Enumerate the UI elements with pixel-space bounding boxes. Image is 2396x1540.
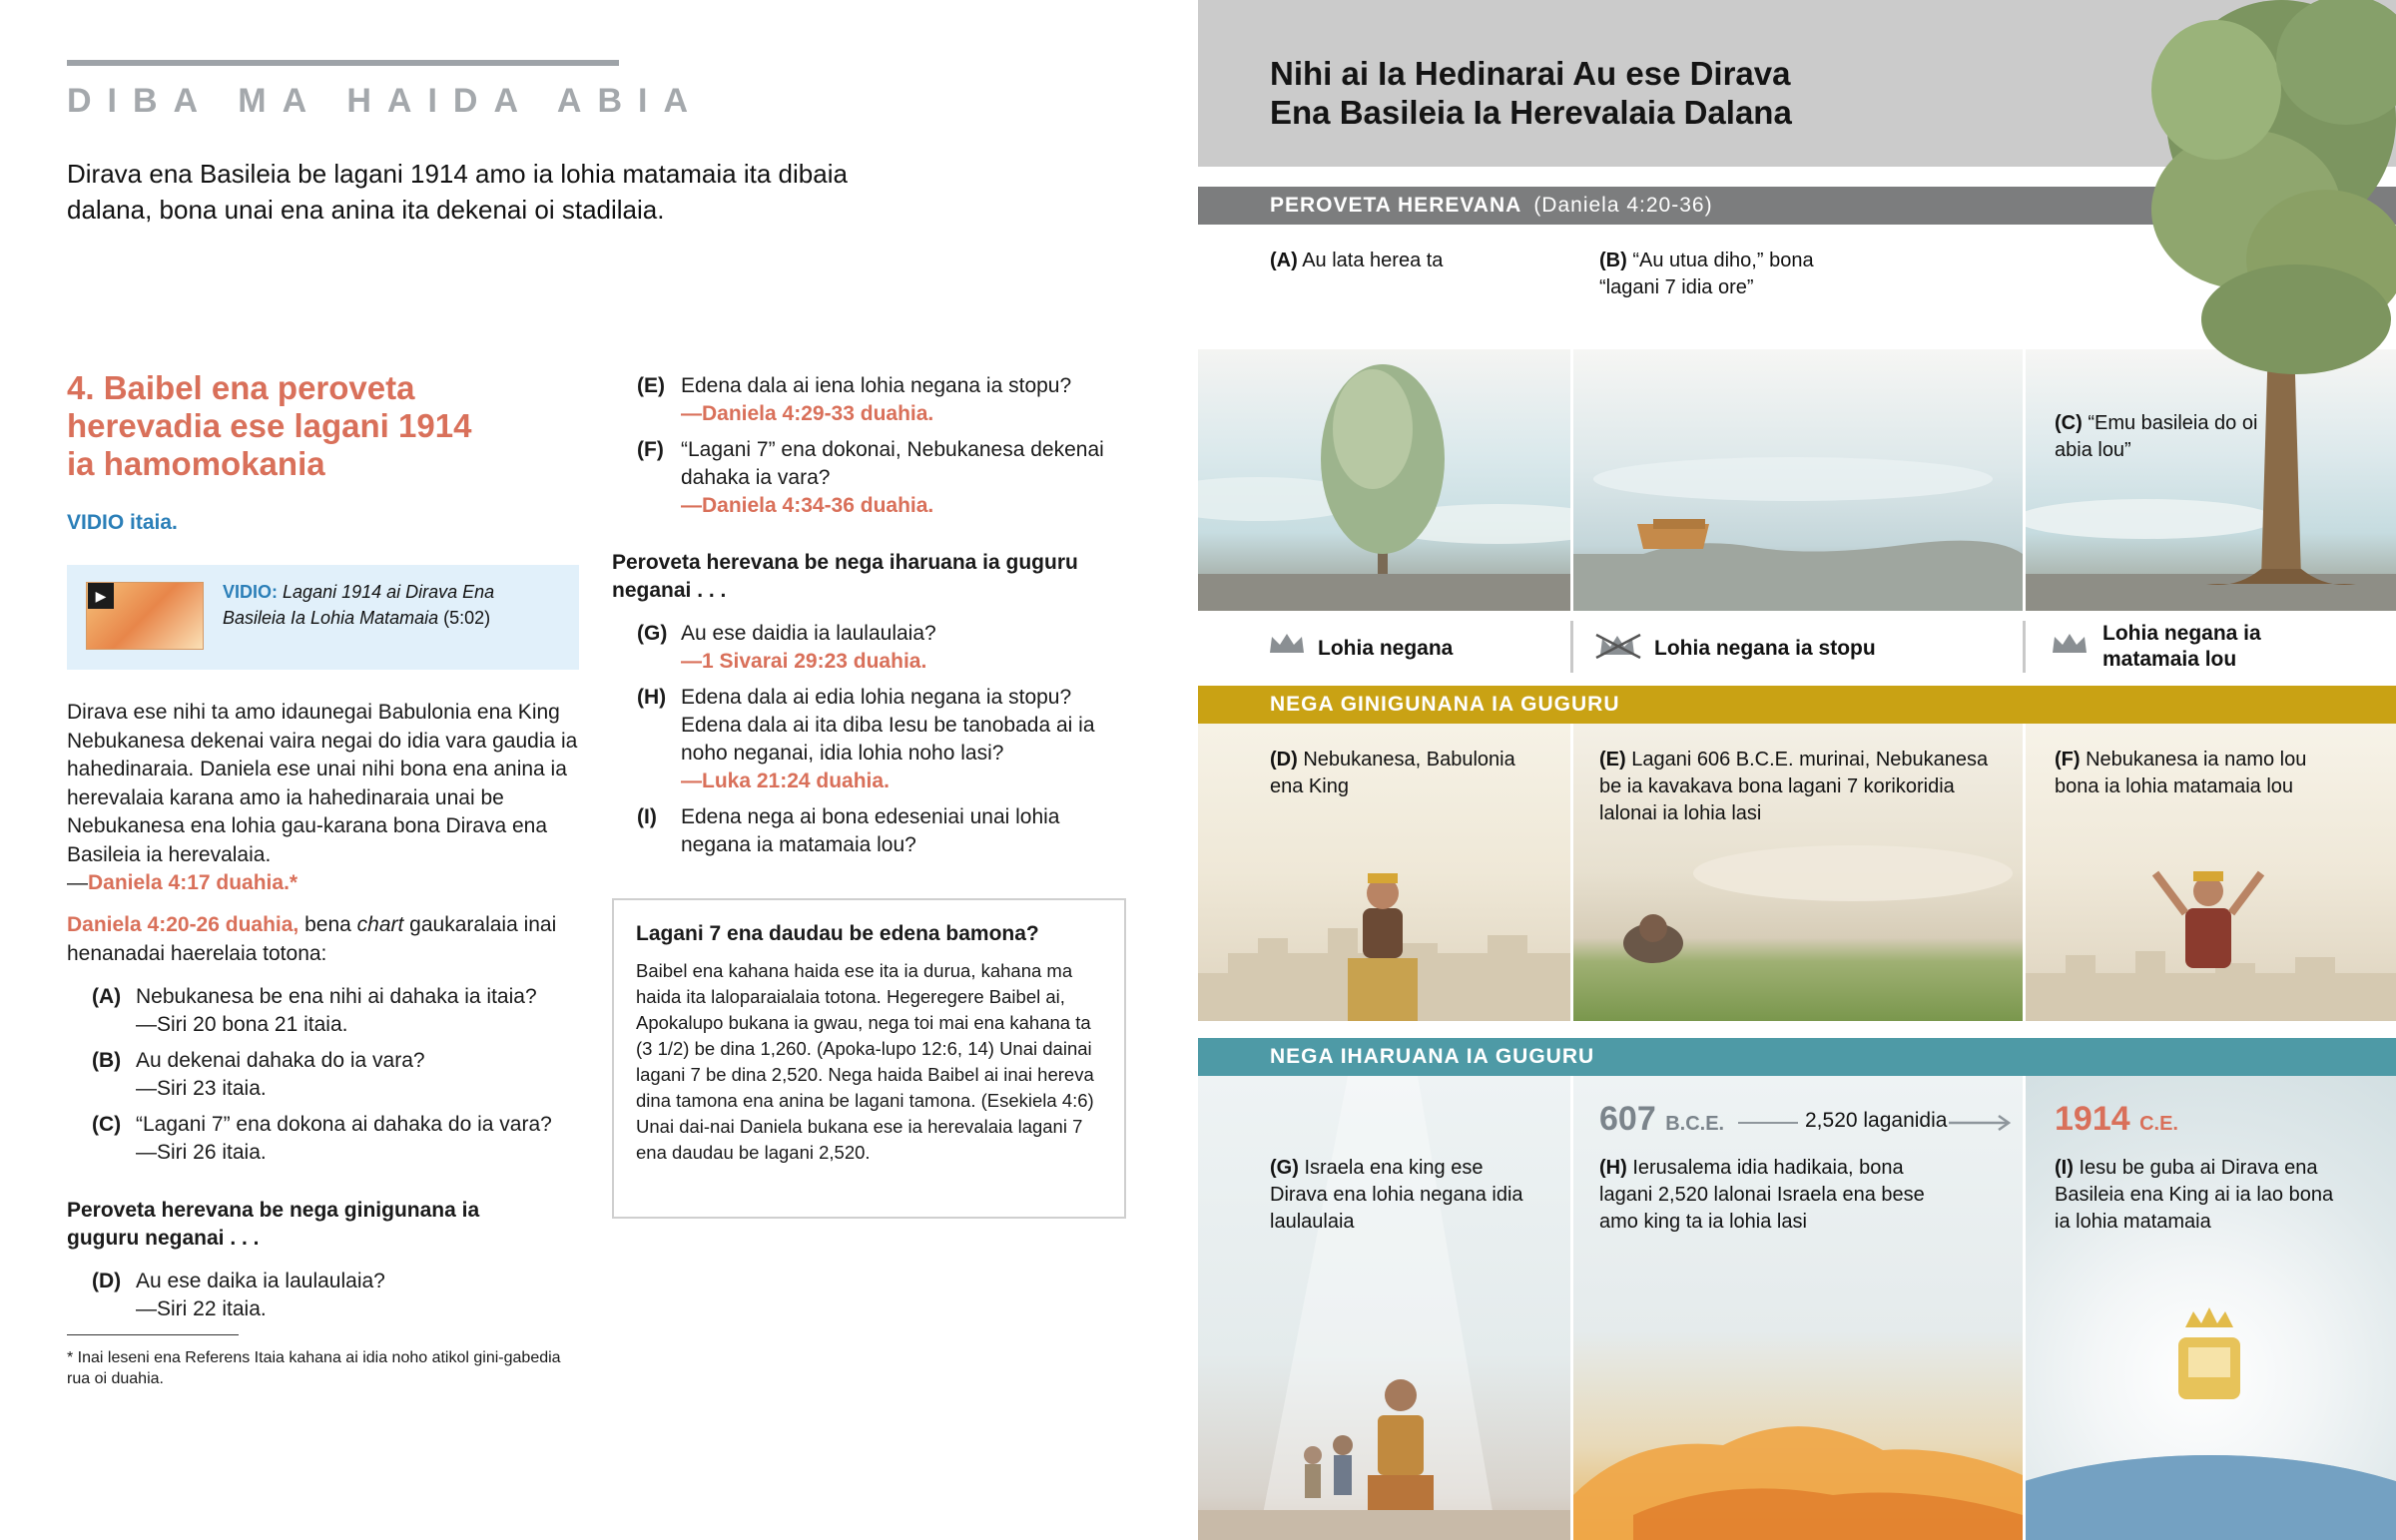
large-tree-illustration [2096, 0, 2396, 599]
footnote: * Inai leseni ena Referens Itaia kahana ai idia noho atikol gini-gabedia rua oi duahia. [67, 1349, 561, 1387]
scripture-ref: —Siri 26 itaia. [136, 1141, 267, 1164]
question-text: Edena nega ai bona edeseniai unai lohia negana ia matamaia lou? [681, 805, 1060, 856]
scripture-ref[interactable]: —Luka 21:24 duahia. [681, 770, 890, 792]
question-text: Edena dala ai edia lohia negana ia stopu? Edena dala ai ita diba Iesu be tanobada ai ia noho neganai, idia lohia noho lasi? —Luka 21:24 duahia. [681, 686, 1095, 792]
video-link[interactable]: VIDIO itaia. [67, 511, 178, 534]
paragraph-2: Daniela 4:20-26 duahia, bena chart gaukaralaia inai henanadai haerelaia totona: [67, 913, 557, 965]
panel-h-illustration [1573, 1076, 2023, 1540]
question-key: (I) [637, 805, 657, 828]
note-body: Baibel ena kahana haida ese ita ia durua, kahana ma haida ita laloparaialaia totona. Hegeregere Baibel ai, Apokalupo bukana ia gwau, nega toi mai ena kahana ta (3 1/2) be dina 1,260. (Apoka-lupo 12:6, 14) Unai dainai lagani 7 be dina 2,520. Nega haida Baibel ai inai hereva dina tamona ena anina be lagani tamona. (Esekiela 4:6) Unai dai-nai Daniela bukana ese ia herevalaia lagani 7 ena daudau be lagani 2,520. [636, 960, 1094, 1163]
question-key: (A) [92, 985, 122, 1008]
label-g: (G) Israela ena king ese Dirava ena lohia negana idia laulaulaia [1270, 1157, 1523, 1233]
footnote-rule [67, 1334, 239, 1335]
scripture-ref[interactable]: Daniela 4:17 duahia.* [88, 871, 299, 894]
note-title: Lagani 7 ena daudau be edena bamona? [636, 922, 1039, 945]
strip-divider [1570, 621, 1573, 673]
panel-divider [1570, 1076, 1573, 1540]
question-key: (H) [637, 686, 667, 709]
question-key: (G) [637, 622, 668, 645]
crown-crossed-icon [1594, 631, 1642, 659]
timeline-span: 2,520 laganidia [1805, 1109, 1948, 1132]
strip-label-resumed: Lohia negana ia matamaia lou [2102, 622, 2261, 671]
video-label: VIDIO: [223, 582, 279, 602]
scripture-ref[interactable]: —Daniela 4:29-33 duahia. [681, 402, 934, 425]
question-item [637, 803, 1126, 859]
subheading-first-fulfillment: Peroveta herevana be nega ginigunana ia guguru neganai . . . [67, 1199, 480, 1250]
question-item [92, 1111, 591, 1167]
question-text: Nebukanesa be ena nihi ai dahaka ia itaia? —Siri 20 bona 21 itaia. [136, 985, 537, 1036]
question-text: “Lagani 7” ena dokona ai dahaka do ia vara? —Siri 26 itaia. [136, 1113, 552, 1164]
arrow-right-icon [1949, 1114, 2013, 1132]
question-item [92, 1268, 591, 1323]
crown-icon [2051, 631, 2089, 657]
question-text: Edena dala ai iena lohia negana ia stopu? —Daniela 4:29-33 duahia. [681, 374, 1072, 425]
panel-a-illustration [1198, 349, 1570, 611]
panel-b-illustration [1573, 349, 2023, 611]
timeline-end: 1914 C.E. [2055, 1100, 2178, 1138]
strip-label-rule: Lohia negana [1318, 637, 1454, 660]
sidebar-note-box [612, 898, 1126, 1219]
label-f: (F) Nebukanesa ia namo lou bona ia lohia matamaia lou [2055, 749, 2307, 797]
question-key: (B) [92, 1049, 122, 1072]
band-first-fulfillment: NEGA GINIGUNANA IA GUGURU [1198, 686, 2396, 724]
question-item [92, 1047, 591, 1103]
scripture-ref[interactable]: Daniela 4:20-26 duahia, [67, 913, 300, 936]
lesson-title: 4. Baibel ena peroveta herevadia ese lagani 1914 ia hamomokania [67, 369, 472, 482]
question-text: Au ese daidia ia laulaulaia? —1 Sivarai 29:23 duahia. [681, 622, 936, 673]
question-key: (F) [637, 438, 664, 461]
label-d: (D) Nebukanesa, Babulonia ena King [1270, 749, 1515, 797]
question-text: “Lagani 7” ena dokonai, Nebukanesa dekenai dahaka ia vara? —Daniela 4:34-36 duahia. [681, 438, 1104, 517]
question-item [637, 436, 1126, 520]
question-list-ef [637, 372, 1126, 528]
strip-divider [2023, 621, 2026, 673]
chart-page [1198, 0, 2396, 1540]
chart-title: Nihi ai Ia Hedinarai Au ese Dirava Ena Basileia Ia Herevalaia Dalana [1270, 55, 1792, 131]
panel-divider [2023, 1076, 2026, 1540]
question-list-abc [92, 983, 591, 1175]
question-item [637, 372, 1126, 428]
question-item [637, 684, 1126, 795]
scripture-ref[interactable]: —1 Sivarai 29:23 duahia. [681, 650, 927, 673]
paragraph-1: Dirava ese nihi ta amo idaunegai Babulonia ena King Nebukanesa dekenai vaira negai do idia vara gaudia ia hahedinaraia. Daniela ese unai nihi bona ena anina ia herevalaia karana amo ia hahedinaraia unai be Nebukanesa ena lohia gau-karana bona Dirava ena Basileia ia herevalaia. —Daniela 4:17 duahia.* [67, 701, 578, 894]
subheading-second-fulfillment: Peroveta herevana be nega iharuana ia guguru neganai . . . [612, 551, 1078, 602]
label-b: (B) “Au utua diho,” bona “lagani 7 idia ore” [1599, 250, 1814, 298]
question-key: (C) [92, 1113, 122, 1136]
video-duration: (5:02) [443, 608, 491, 628]
panel-i-illustration [2026, 1076, 2396, 1540]
timeline-start: 607 B.C.E. [1599, 1100, 1725, 1138]
question-text: Au ese daika ia laulaulaia? —Siri 22 itaia. [136, 1270, 385, 1320]
label-a: (A) Au lata herea ta [1270, 250, 1444, 271]
panel-divider [1570, 724, 1573, 1021]
question-list-d [92, 1268, 591, 1331]
video-title: Lagani 1914 ai Dirava Ena Basileia Ia Lohia Matamaia [223, 582, 495, 628]
top-rule [67, 60, 619, 66]
band-second-fulfillment: NEGA IHARUANA IA GUGURU [1198, 1038, 2396, 1076]
scripture-ref: —Siri 23 itaia. [136, 1077, 267, 1100]
intro-text: Dirava ena Basileia be lagani 1914 amo ia lohia matamaia ita dibaia dalana, bona unai ena anina ita dekenai oi stadilaia. [67, 159, 848, 225]
timeline-line [1738, 1122, 1798, 1124]
label-e: (E) Lagani 606 B.C.E. murinai, Nebukanesa be ia kavakava bona lagani 7 korikoridia lalonai ia lohia lasi [1599, 749, 1989, 824]
section-kicker: DIBA MA HAIDA ABIA [67, 82, 705, 120]
question-text: Au dekenai dahaka do ia vara? —Siri 23 itaia. [136, 1049, 425, 1100]
question-list-ghi [637, 620, 1126, 867]
scripture-ref: —Siri 22 itaia. [136, 1297, 267, 1320]
crown-icon [1268, 631, 1306, 657]
band-prophecy: PEROVETA HEREVANA (Daniela 4:20-36) [1198, 187, 2396, 225]
video-caption[interactable] [223, 579, 562, 631]
question-item [637, 620, 1126, 676]
play-icon[interactable]: ▶ [88, 583, 114, 609]
question-key: (E) [637, 374, 665, 397]
label-c: (C) “Emu basileia do oi abia lou” [2055, 412, 2258, 461]
label-h: (H) Ierusalema idia hadikaia, bona lagani 2,520 lalonai Israela ena bese amo king ta ia lohia lasi [1599, 1157, 1925, 1233]
panel-divider [2023, 724, 2026, 1021]
strip-label-interrupted: Lohia negana ia stopu [1654, 637, 1876, 660]
scripture-ref: —Siri 20 bona 21 itaia. [136, 1013, 348, 1036]
panel-g-illustration [1198, 1076, 1570, 1540]
question-item [92, 983, 591, 1039]
scripture-ref[interactable]: —Daniela 4:34-36 duahia. [681, 494, 934, 517]
label-i: (I) Iesu be guba ai Dirava ena Basileia ena King ai ia lao bona ia lohia matamaia [2055, 1157, 2334, 1233]
question-key: (D) [92, 1270, 122, 1292]
